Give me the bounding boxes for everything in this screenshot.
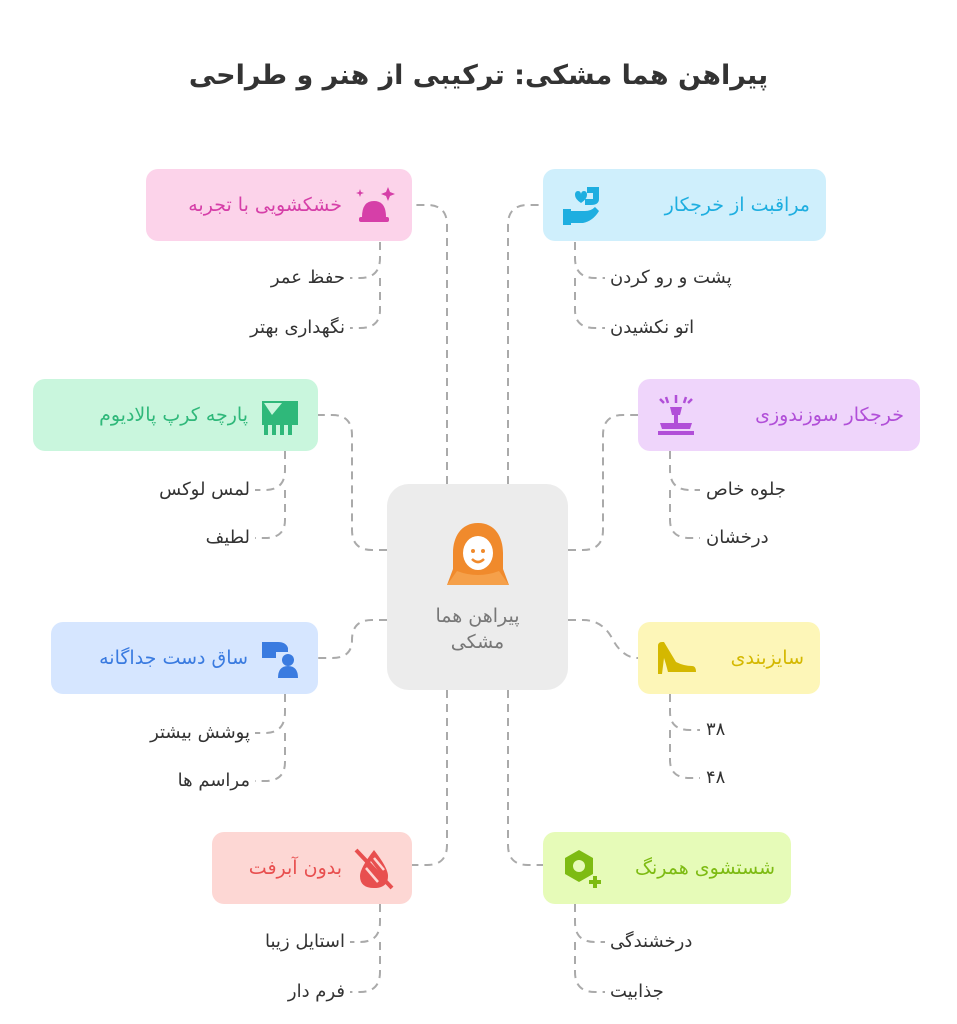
- leaf-embroidery-1: جلوه خاص: [706, 479, 786, 500]
- leaf-sizing-1: ۳۸: [706, 719, 726, 740]
- leaf-dryclean-2: نگهداری بهتر: [250, 317, 345, 338]
- center-label: پیراهن هما مشکی: [435, 605, 520, 653]
- leaf-dryclean-1: حفظ عمر: [270, 267, 345, 288]
- connector-wash: [508, 690, 543, 865]
- branch-label: خرجکار سوزندوزی: [755, 404, 904, 426]
- no-drop-icon: [352, 846, 396, 890]
- loom-icon: [258, 393, 302, 437]
- leaf-wash-2: جذابیت: [610, 981, 664, 1002]
- branch-label: مراقبت از خرجکار: [664, 194, 810, 216]
- page-title: پیراهن هما مشکی: ترکیبی از هنر و طراحی: [188, 60, 769, 91]
- connector-nostain: [412, 690, 447, 865]
- branch-embroidery[interactable]: [638, 379, 920, 451]
- branch-label: ساق دست جداگانه: [99, 647, 248, 669]
- branch-label: خشکشویی با تجربه: [188, 194, 342, 216]
- leaf-sleeve-2: مراسم ها: [177, 770, 250, 791]
- branch-label: سایزبندی: [730, 647, 804, 669]
- hexagon-plus-icon: [559, 846, 603, 890]
- leaf-embroidery-2: درخشان: [706, 527, 769, 548]
- leaf-fabric-1: لمس لوکس: [159, 479, 250, 500]
- leaf-nostain-1: استایل زیبا: [265, 931, 345, 952]
- connector-sizing: [568, 620, 638, 658]
- branch-label: شستشوی همرنگ: [634, 857, 775, 879]
- branch-sizing[interactable]: [638, 622, 820, 694]
- leaf-care-1: پشت و رو کردن: [610, 267, 732, 288]
- connector-embroidery: [568, 415, 638, 550]
- care-hand-icon: [258, 636, 302, 680]
- center-node: [387, 484, 568, 690]
- leaf-sleeve-1: پوشش بیشتر: [150, 722, 250, 743]
- connector-fabric: [318, 415, 387, 550]
- branch-sleeve[interactable]: [51, 622, 318, 694]
- leaf-sizing-2: ۴۸: [706, 767, 726, 788]
- hijab-woman-icon: [443, 519, 513, 593]
- connector-sleeve: [318, 620, 387, 658]
- leaf-nostain-2: فرم دار: [287, 981, 345, 1002]
- branch-care[interactable]: [543, 169, 826, 241]
- branch-fabric[interactable]: [33, 379, 318, 451]
- fountain-icon: [654, 393, 698, 437]
- branch-label: پارچه کرپ پالادیوم: [99, 404, 248, 426]
- leaf-fabric-2: لطیف: [205, 527, 250, 548]
- bell-sparkle-icon: [352, 183, 396, 227]
- connector-care: [508, 205, 543, 484]
- leaf-wash-1: درخشندگی: [610, 931, 693, 952]
- branch-dryclean[interactable]: [146, 169, 412, 241]
- leaf-care-2: اتو نکشیدن: [610, 317, 695, 338]
- branch-wash[interactable]: [543, 832, 791, 904]
- branch-nostain[interactable]: [212, 832, 412, 904]
- branch-label: بدون آبرفت: [248, 857, 342, 879]
- heart-hand-icon: [559, 183, 603, 227]
- high-heel-icon: [654, 636, 698, 680]
- connector-dryclean: [412, 205, 447, 484]
